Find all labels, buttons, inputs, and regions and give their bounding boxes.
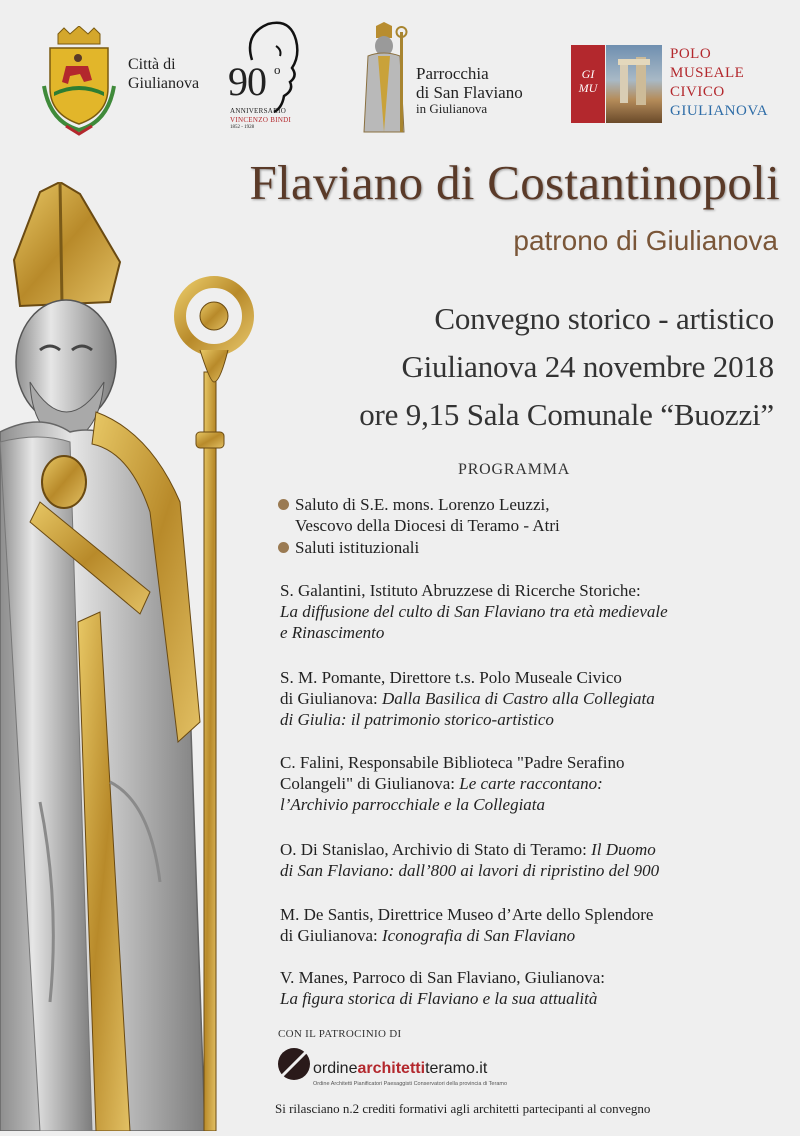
parish-line-2: di San Flaviano [416, 83, 523, 102]
talk-speaker: di Giulianova: [280, 689, 382, 708]
talk-speaker: S. Galantini, Istituto Abruzzese di Ricerche Storiche: [280, 581, 641, 600]
anniversary-number: 90 [228, 59, 266, 104]
bullet-icon [278, 499, 289, 510]
talk-item [280, 839, 659, 881]
saint-flaviano-statue-image [0, 182, 270, 1131]
talk-speaker: C. Falini, Responsabile Biblioteca "Padre Serafino [280, 753, 625, 772]
event-date: Giulianova 24 novembre 2018 [401, 349, 774, 384]
city-line-2: Giulianova [128, 75, 200, 92]
city-line-1: Città di [128, 56, 176, 73]
anniversary-name: VINCENZO BINDI [230, 116, 292, 124]
org-suffix: teramo.it [425, 1060, 488, 1077]
talk-title: e Rinascimento [280, 623, 385, 642]
talk-title: La diffusione del culto di San Flaviano tra età medievale [280, 602, 668, 621]
gimu-badge-line-2: MU [578, 81, 598, 95]
anniversary-logo [224, 16, 314, 136]
greeting-item [278, 537, 419, 558]
talk-speaker: S. M. Pomante, Direttore t.s. Polo Museale Civico [280, 668, 622, 687]
greeting-line: Saluti istituzionali [295, 538, 420, 557]
programma-heading: PROGRAMMA [458, 461, 571, 478]
city-name [128, 55, 199, 93]
page-title: Flaviano di Costantinopoli [249, 155, 780, 210]
page-subtitle: patrono di Giulianova [513, 225, 778, 256]
talk-title: La figura storica di Flaviano e la sua attualità [280, 989, 598, 1008]
talk-speaker: M. De Santis, Direttrice Museo d’Arte dello Splendore [280, 905, 654, 924]
org-bold: architetti [357, 1060, 426, 1077]
talk-item [280, 667, 655, 730]
ordine-architetti-logo-icon [276, 1046, 312, 1082]
talk-item [280, 580, 668, 643]
greeting-line: Saluto di S.E. mons. Lorenzo Leuzzi, [295, 495, 550, 514]
talk-item [280, 967, 605, 1009]
museum-line-1: POLO [670, 46, 712, 62]
city-crest-icon [40, 26, 118, 136]
anniversary-label: ANNIVERSARIO [230, 107, 287, 115]
gimu-badge-line-1: GI [581, 67, 595, 81]
parish-line-3: in Giulianova [416, 101, 488, 116]
museum-line-3: CIVICO [670, 84, 725, 100]
museum-line-2: MUSEALE [670, 65, 745, 81]
talk-title: Dalla Basilica di Castro alla Collegiata [381, 689, 655, 708]
talk-item [280, 904, 653, 946]
talk-title: di San Flaviano: dall’800 ai lavori di ripristino del 900 [280, 861, 660, 880]
patronage-label: CON IL PATROCINIO DI [278, 1028, 402, 1040]
greeting-line: Vescovo della Diocesi di Teramo - Atri [295, 516, 560, 535]
bullet-icon [278, 542, 289, 553]
talk-title: Le carte raccontano: [459, 774, 603, 793]
parish-statue-icon [358, 22, 410, 136]
ordine-architetti-link[interactable] [313, 1060, 487, 1078]
parish-line-1: Parrocchia [416, 64, 489, 83]
gimu-badge [571, 45, 605, 123]
event-type: Convegno storico - artistico [434, 301, 774, 336]
museum-name [670, 45, 768, 121]
talk-title: di Giulia: il patrimonio storico-artistico [280, 710, 554, 729]
talk-item [280, 752, 625, 815]
museum-painting-icon [606, 45, 662, 123]
anniversary-sup: o [274, 62, 281, 77]
footer-note: Si rilasciano n.2 crediti formativi agli architetti partecipanti al convegno [275, 1101, 651, 1116]
talk-title: Il Duomo [591, 840, 656, 859]
talk-title: l’Archivio parrocchiale e la Collegiata [280, 795, 546, 814]
talk-speaker: Colangeli" di Giulianova: [280, 774, 460, 793]
org-prefix: ordine [313, 1060, 358, 1077]
parish-name [416, 64, 523, 116]
talk-speaker: di Giulianova: [280, 926, 382, 945]
museum-line-4: GIULIANOVA [670, 103, 769, 119]
event-venue: ore 9,15 Sala Comunale “Buozzi” [359, 397, 774, 432]
talk-speaker: V. Manes, Parroco di San Flaviano, Giulianova: [280, 968, 606, 987]
talk-title: Iconografia di San Flaviano [381, 926, 576, 945]
greeting-item [278, 494, 560, 536]
ordine-architetti-subtitle: Ordine Architetti Pianificatori Paesaggisti Conservatori della provincia di Teramo [313, 1081, 508, 1087]
anniversary-years: 1852 - 1928 [230, 125, 255, 130]
talk-speaker: O. Di Stanislao, Archivio di Stato di Teramo: [280, 840, 592, 859]
